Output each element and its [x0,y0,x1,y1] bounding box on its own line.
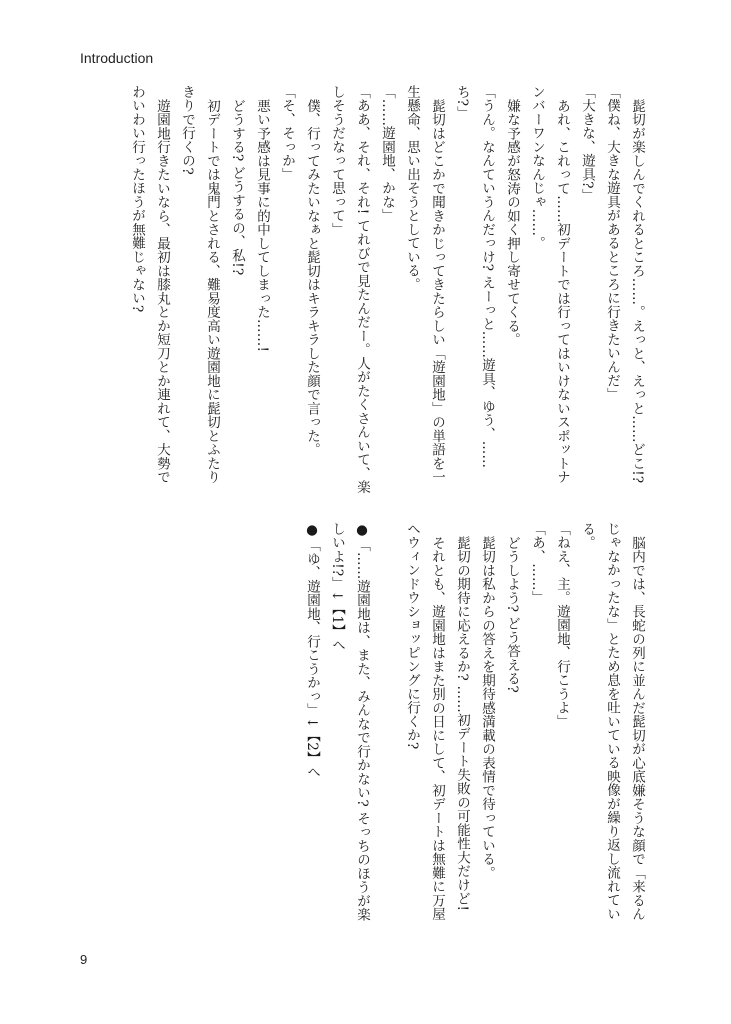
paragraph: 悪い予感は見事に的中してしまった……! [254,98,270,352]
choice-option-1: ●「……遊園地は、また、みんなで行かない? そっちのほうが楽しいよ!?」↓【1】へ [329,522,370,922]
paragraph: 僕、行ってみたいなぁと髭切はキラキラした顔で言った。 [304,98,320,456]
paragraph: あれ、これって……初デートでは行ってはいけないスポットナンバーワンなんじゃ……。 [529,85,570,484]
dialog-line: 「ねえ、主。遊園地、行こうよ」 [554,522,570,729]
paragraph: 脳内では、長蛇の列に並んだ髭切が心底嫌そうな顔で「来るんじゃなかったな」とため息を吐いている映像が繰り返し流れている。 [579,522,645,921]
dialog-line: 「大きな、遊具?」 [579,85,595,203]
paragraph: 髭切は私からの答えを期待感満載の表情で待っている。 [479,535,495,880]
blank-line [374,522,399,932]
paragraph: 遊園地行きたいなら、最初は膝丸とか短刀とか連れて、大勢でわいわい行ったほうが無難じゃない? [129,85,170,484]
dialog-line: 「うん。なんていうんだっけ? えーっと……遊具、ゆう、……ち?」 [454,85,495,469]
text-block-bottom [299,522,649,932]
dialog-line: 「僕ね、大きな遊具があるところに行きたいんだ」 [604,85,620,402]
paragraph: 初デートでは鬼門とされる、難易度高い遊園地に髭切とふたりきりで行くの? [179,85,220,484]
text-block-top [124,85,649,495]
paragraph: 髭切が楽しんでくれるところ……。えっと、えっと……どこ!? [629,98,645,483]
paragraph: 嫌な予感が怒涛の如く押し寄せてくる。 [504,98,520,346]
paragraph: 髭切はどこかで聞きかじってきたらしい「遊園地」の単語を一生懸命、思い出そうとしている。 [404,85,445,484]
paragraph: どうする? どうするの、私!? [229,98,245,275]
page-number: 9 [80,952,88,967]
dialog-line: 「……遊園地、かな」 [379,85,395,223]
dialog-line: 「あ、……」 [529,522,545,605]
paragraph: それとも、遊園地はまた別の日にして、初デートは無難に万屋へウィンドウショッピングに行くか? [404,522,445,921]
choice-option-2: ●「ゆ、遊園地、行こうかっ」↓【2】へ [304,522,320,779]
dialog-line: 「ああ、それ、それ! てれびで見たんだー。人がたくさんいて、楽しそうだなって思って」 [329,85,370,494]
paragraph: 髭切の期待に応えるか? ……初デート失敗の可能性大だけど! [454,535,470,911]
paragraph: どうしよう? どう答える? [504,535,520,693]
dialog-line: 「そ、そっか」 [279,85,295,182]
chapter-header: Introduction [80,50,154,66]
